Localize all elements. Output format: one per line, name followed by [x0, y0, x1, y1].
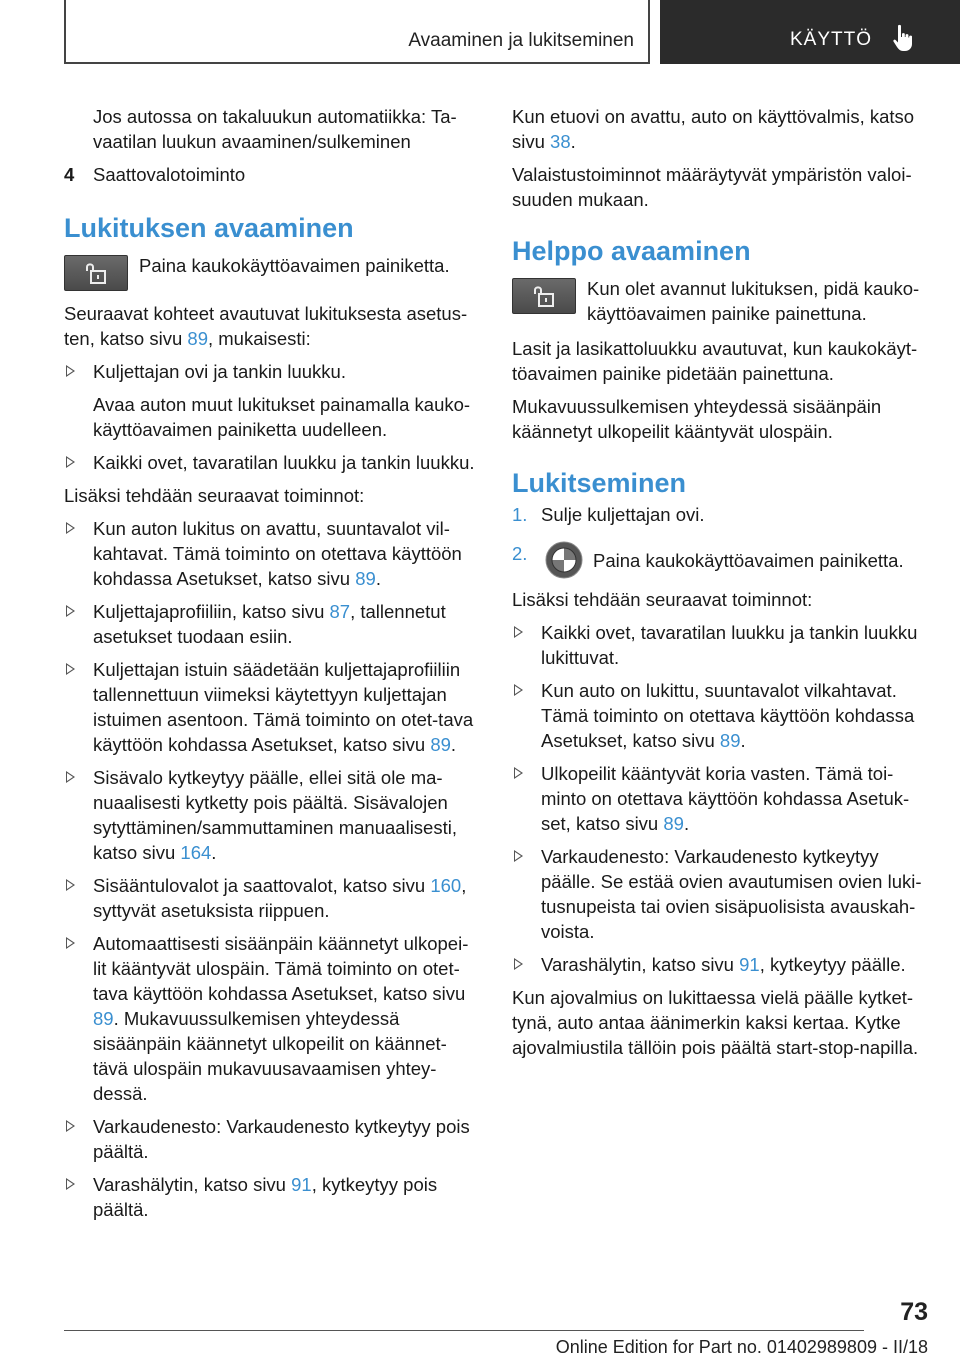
- triangle-bullet-icon: [66, 879, 75, 891]
- step-text: Paina kaukokäyttöavaimen painiketta.: [593, 550, 904, 571]
- chapter-tab-label: KÄYTTÖ: [790, 29, 873, 50]
- page-link[interactable]: 164: [180, 842, 212, 863]
- triangle-bullet-icon: [66, 771, 75, 783]
- triangle-bullet-icon: [66, 522, 75, 534]
- triangle-bullet-icon: [66, 365, 75, 377]
- page-link[interactable]: 89: [719, 730, 741, 751]
- windows-text: Lasit ja lasikattoluukku avautuvat, kun kaukokäyt-töavaimen painike pidetään painettuna.: [512, 338, 918, 384]
- unlock-instruction: [64, 253, 478, 291]
- list-item: Automaattisesti sisäänpäin käännetyt ulkopei-lit kääntyvät ulospäin. Tämä toiminto on otet-tava käyttöön kohdassa Asetukset, katso sivu 89. Mukavuussulkemisen yhteydessä sisäänpäin käännetyt ulkopeilit on käännet-tävä ulospäin mukavuusavaamisen yhtey-dessä.: [64, 931, 478, 1106]
- list-item: Kuljettajaprofiiliin, katso sivu 87, tallennetut asetukset tuodaan esiin.: [64, 599, 478, 649]
- header-frame: [64, 0, 650, 64]
- mirrors-text: Mukavuussulkemisen yhteydessä sisäänpäin käännetyt ulkopeilit kääntyvät ulospäin.: [512, 396, 882, 442]
- page-link[interactable]: 160: [430, 875, 462, 896]
- step-1: [512, 502, 930, 527]
- legend-item-text: Saattovalotoiminto: [93, 164, 246, 185]
- page-link[interactable]: 87: [329, 601, 351, 622]
- footer-edition: Online Edition for Part no. 01402989809 - II/18: [555, 1337, 928, 1357]
- chapter-tab[interactable]: [660, 0, 960, 64]
- page-link[interactable]: 91: [739, 954, 760, 975]
- list-item: Varkaudenesto: Varkaudenesto kytkeytyy pois päältä.: [64, 1114, 478, 1164]
- triangle-bullet-icon: [514, 767, 523, 779]
- easy-open-instruction: [512, 276, 930, 326]
- tailgate-automatic-line: Jos autossa on takaluukun automatiikka: Ta-vaatilan luukun avaaminen/sulkeminen: [93, 106, 457, 152]
- hand-pointer-icon: [888, 22, 920, 54]
- additional-functions-text: Lisäksi tehdään seuraavat toiminnot:: [512, 589, 813, 610]
- list-item: Kaikki ovet, tavaratilan luukku ja tankin luukku lukittuvat.: [512, 620, 930, 670]
- step-text: Sulje kuljettajan ovi.: [541, 504, 705, 525]
- left-column: [64, 104, 478, 1222]
- list-item: Kun auton lukitus on avattu, suuntavalot vil-kahtavat. Tämä toiminto on otettava käyttöön kohdassa Asetukset, katso sivu 89.: [64, 516, 478, 591]
- triangle-bullet-icon: [66, 663, 75, 675]
- list-item: Kun auto on lukittu, suuntavalot vilkahtavat. Tämä toiminto on otettava käyttöön kohdassa Asetukset, katso sivu 89.: [512, 678, 930, 753]
- additional-functions-text: Lisäksi tehdään seuraavat toiminnot:: [64, 485, 365, 506]
- page-link[interactable]: 89: [430, 734, 451, 755]
- triangle-bullet-icon: [66, 937, 75, 949]
- door-open-text: Kun etuovi on avattu, auto on käyttövalmis, katso sivu 38.: [512, 106, 915, 152]
- list-item: Varashälytin, katso sivu 91, kytkeytyy päälle.: [512, 952, 930, 977]
- unlock-key-button-icon: [64, 255, 128, 291]
- easy-open-instruction-text: Kun olet avannut lukituksen, pidä kauko-käyttöavaimen painike painettuna.: [587, 278, 920, 324]
- unlock-heading: Lukituksen avaaminen: [64, 213, 354, 243]
- list-item: Kaikki ovet, tavaratilan luukku ja tankin luukku.: [64, 450, 478, 475]
- list-item: Kuljettajan istuin säädetään kuljettajaprofiiliin tallennettuun viimeksi käytettyyn kuljettajan istuimen asentoon. Tämä toiminto on otet-tava käyttöön kohdassa Asetukset, katso sivu 89.: [64, 657, 478, 757]
- triangle-bullet-icon: [66, 605, 75, 617]
- lock-functions-list: [512, 620, 930, 977]
- unlock-following-text: Seuraavat kohteet avautuvat lukituksesta asetus-ten, katso sivu 89, mukaisesti:: [64, 303, 468, 349]
- page-link[interactable]: 91: [291, 1174, 312, 1195]
- triangle-bullet-icon: [514, 684, 523, 696]
- list-item: Varashälytin, katso sivu 91, kytkeytyy pois päältä.: [64, 1172, 478, 1222]
- triangle-bullet-icon: [66, 1120, 75, 1132]
- triangle-bullet-icon: [514, 958, 523, 970]
- section-title: Avaaminen ja lukitseminen: [408, 30, 634, 51]
- list-item: Varkaudenesto: Varkaudenesto kytkeytyy päälle. Se estää ovien avautumisen ovien luki-tusnupeista tai ovien sisäpuolisista avauskah-voista.: [512, 844, 930, 944]
- legend-item-4: [64, 162, 478, 187]
- list-item: Ulkopeilit kääntyvät koria vasten. Tämä toi-minto on otettava käyttöön kohdassa Asetuk-set, katso sivu 89.: [512, 761, 930, 836]
- lighting-text: Valaistustoiminnot määräytyvät ympäristön valoi-suuden mukaan.: [512, 164, 912, 210]
- page-link[interactable]: 89: [663, 813, 684, 834]
- list-item: Sisääntulovalot ja saattovalot, katso sivu 160, syttyvät asetuksista riippuen.: [64, 873, 478, 923]
- signal-text: Kun ajovalmius on lukittaessa vielä päälle kytket-tynä, auto antaa äänimerkin kaksi kertaa. Kytke ajovalmiustila tällöin pois päältä start-stop-napilla.: [512, 987, 919, 1058]
- triangle-bullet-icon: [66, 456, 75, 468]
- list-item: Kuljettajan ovi ja tankin luukku. Avaa auton muut lukitukset painamalla kauko-käyttöavaimen painiketta uudelleen.: [64, 359, 478, 442]
- page-link[interactable]: 89: [187, 328, 208, 349]
- triangle-bullet-icon: [514, 626, 523, 638]
- easy-open-heading: Helppo avaaminen: [512, 236, 751, 266]
- open-padlock-icon: [83, 261, 109, 285]
- open-padlock-icon: [531, 284, 557, 308]
- right-column: [512, 104, 930, 1060]
- functions-bullet-list: [64, 516, 478, 1222]
- list-item: Sisävalo kytkeytyy päälle, ellei sitä ole ma-nuaalisesti kytketty pois päältä. Sisävalojen sytyttäminen/sammuttaminen manuaalisesti, katso sivu 164.: [64, 765, 478, 865]
- bmw-key-button-icon: [545, 541, 583, 579]
- lock-heading: Lukitseminen: [512, 468, 687, 498]
- footer-divider: [64, 1330, 864, 1331]
- page-link[interactable]: 89: [355, 568, 376, 589]
- list-item-subtext: Avaa auton muut lukitukset painamalla kauko-käyttöavaimen painiketta uudelleen.: [93, 394, 471, 440]
- step-2: [512, 541, 930, 579]
- lock-steps: [512, 502, 930, 579]
- unlock-instruction-text: Paina kaukokäyttöavaimen painiketta.: [139, 255, 450, 276]
- legend-item-number: 4: [64, 164, 75, 185]
- step-number: 1.: [512, 504, 528, 525]
- page-number: 73: [900, 1298, 928, 1326]
- triangle-bullet-icon: [514, 850, 523, 862]
- unlock-key-button-icon: [512, 278, 576, 314]
- triangle-bullet-icon: [66, 1178, 75, 1190]
- page-link[interactable]: 38: [550, 131, 571, 152]
- page-link[interactable]: 89: [93, 1008, 114, 1029]
- step-number: 2.: [512, 543, 528, 564]
- unlock-bullet-list: [64, 359, 478, 475]
